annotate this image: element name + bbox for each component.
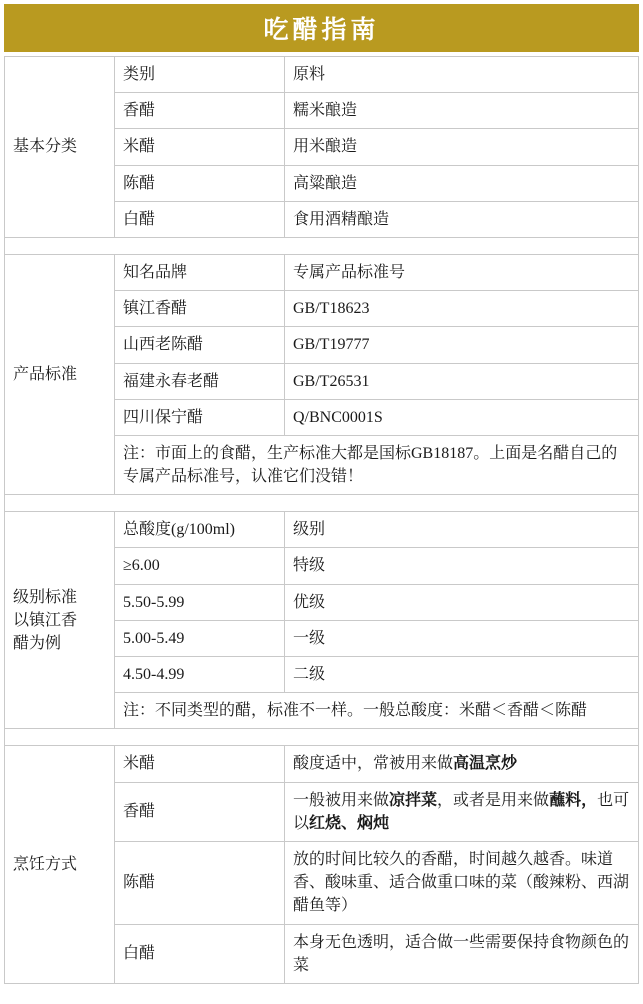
- cell-brand: 四川保宁醋: [115, 399, 285, 435]
- header-cell-brand: 知名品牌: [115, 254, 285, 290]
- table-row: [5, 254, 639, 290]
- cell-material: 食用酒精酿造: [285, 201, 639, 237]
- usage-plain-text: 来做: [517, 791, 550, 809]
- cell-type: 米醋: [115, 129, 285, 165]
- cell-cooking-usage-aged: 放的时间比较久的香醋，时间越久越香。味道香、酸味重、适合做重口味的菜（酸辣粉、西湖醋鱼等）: [285, 841, 639, 924]
- cell-brand: 镇江香醋: [115, 291, 285, 327]
- usage-bold-text: 高温烹炒: [453, 755, 518, 773]
- cell-material: 用米酿造: [285, 129, 639, 165]
- section-label-grade-line1: 级别标准: [13, 588, 78, 606]
- note-grade-standard: 注：不同类型的醋，标准不一样。一般总酸度：米醋＜香醋＜陈醋: [115, 693, 639, 729]
- cell-cooking-usage-rice: [285, 746, 639, 782]
- cell-brand: 福建永春老醋: [115, 363, 285, 399]
- cell-acidity: 5.50-5.99: [115, 584, 285, 620]
- cell-acidity: ≥6.00: [115, 548, 285, 584]
- section-label-grade: [5, 512, 115, 729]
- section-divider: [5, 729, 639, 746]
- cell-standard-no: Q/BNC0001S: [285, 399, 639, 435]
- vinegar-guide-page: [0, 4, 643, 1004]
- cell-standard-no: GB/T26531: [285, 363, 639, 399]
- cell-type: 香醋: [115, 93, 285, 129]
- cell-vinegar-type: 米醋: [115, 746, 285, 782]
- section-label-standard: 产品标准: [5, 254, 115, 494]
- section-label-grade-line3: 醋为例: [13, 634, 62, 652]
- usage-bold-text: 凉拌菜: [389, 791, 438, 809]
- table-row: [5, 57, 639, 93]
- header-cell-grade: 级别: [285, 512, 639, 548]
- cell-material: 糯米酿造: [285, 93, 639, 129]
- table-row: [5, 512, 639, 548]
- cell-type: 陈醋: [115, 165, 285, 201]
- usage-plain-text: 一般被用来做: [293, 791, 390, 809]
- cell-grade: 一级: [285, 620, 639, 656]
- usage-bold-text: 蘸料，: [549, 791, 598, 809]
- cell-standard-no: GB/T18623: [285, 291, 639, 327]
- header-cell-material: 原料: [285, 57, 639, 93]
- cell-vinegar-type: 陈醋: [115, 841, 285, 924]
- usage-plain-text: ，或者是用: [437, 791, 518, 809]
- cell-grade: 优级: [285, 584, 639, 620]
- usage-bold-text: 红烧、焖炖: [309, 814, 390, 832]
- cell-grade: 特级: [285, 548, 639, 584]
- guide-table: [4, 56, 639, 984]
- cell-standard-no: GB/T19777: [285, 327, 639, 363]
- cell-grade: 二级: [285, 657, 639, 693]
- section-divider: [5, 237, 639, 254]
- table-row: [5, 746, 639, 782]
- page-title: 吃醋指南: [4, 4, 639, 52]
- section-label-grade-line2: 以镇江香: [13, 611, 78, 629]
- cell-acidity: 5.00-5.49: [115, 620, 285, 656]
- cell-cooking-usage-fragrant: [285, 782, 639, 841]
- cell-brand: 山西老陈醋: [115, 327, 285, 363]
- header-cell-acidity: 总酸度(g/100ml): [115, 512, 285, 548]
- cell-type: 白醋: [115, 201, 285, 237]
- section-label-cooking: 烹饪方式: [5, 746, 115, 984]
- usage-plain-text: 酸度适中，常被用来做: [293, 755, 454, 773]
- header-cell-standard-no: 专属产品标准号: [285, 254, 639, 290]
- cell-acidity: 4.50-4.99: [115, 657, 285, 693]
- section-divider: [5, 495, 639, 512]
- note-product-standard: 注：市面上的食醋，生产标准大都是国标GB18187。上面是名醋自己的专属产品标准号，认准它们没错！: [115, 435, 639, 494]
- header-cell-category: 类别: [115, 57, 285, 93]
- cell-vinegar-type: 香醋: [115, 782, 285, 841]
- section-label-basic: 基本分类: [5, 57, 115, 238]
- usage-plain-text: 也可以: [293, 791, 630, 832]
- cell-material: 高粱酿造: [285, 165, 639, 201]
- cell-vinegar-type: 白醋: [115, 924, 285, 983]
- cell-cooking-usage-white: 本身无色透明，适合做一些需要保持食物颜色的菜: [285, 924, 639, 983]
